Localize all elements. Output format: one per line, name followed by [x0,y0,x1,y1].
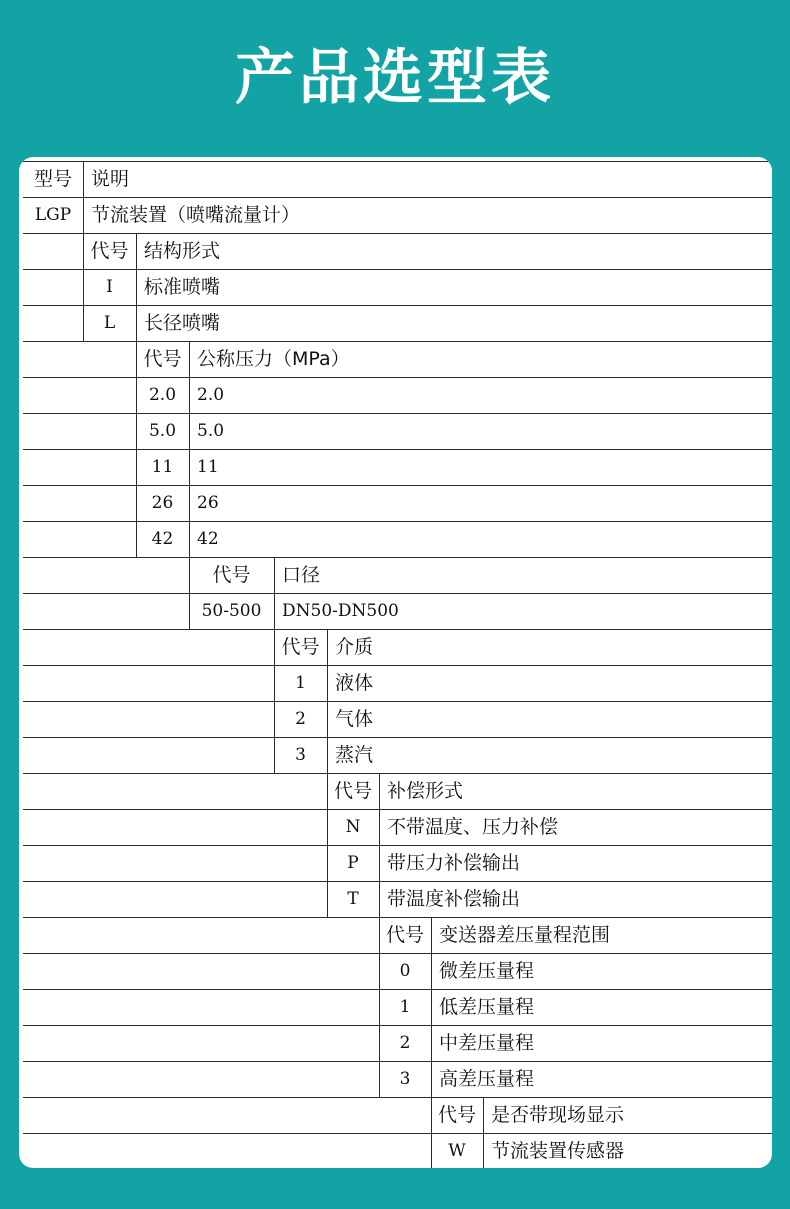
description-cell: 低差压量程 [439,996,535,1018]
code-cell: 型号 [33,168,72,190]
code-cell: 50-500 [201,601,262,621]
code-cell: 42 [151,529,174,549]
description-cell: 11 [197,457,219,477]
code-header: 代号 [212,564,251,586]
code-header: 代号 [437,1104,476,1126]
selection-table [19,157,772,1168]
code-cell: 26 [151,493,174,513]
section-header: 是否带现场显示 [491,1104,625,1126]
row-divider [23,1097,772,1098]
description-cell: 长径喷嘴 [144,312,221,334]
code-cell: 3 [295,745,306,765]
section-header: 公称压力（MPa） [197,348,350,370]
code-cell: 3 [399,1069,411,1089]
code-header: 代号 [90,240,129,262]
code-cell: 5.0 [148,421,177,441]
section-header: 口径 [282,564,321,586]
description-cell: 节流装置传感器 [491,1140,625,1162]
table-grid [19,157,772,1168]
code-cell: 2 [295,709,306,729]
description-cell: 说明 [91,168,130,190]
description-cell: 液体 [335,672,374,694]
code-cell: 2.0 [148,385,177,405]
code-cell: N [345,817,361,837]
row-divider [23,161,772,162]
row-divider [23,701,772,702]
code-header: 代号 [333,780,372,802]
row-divider [23,665,772,666]
description-cell: 5.0 [197,421,225,441]
code-cell: 1 [295,673,306,693]
section-header: 补偿形式 [387,780,464,802]
description-cell: 标准喷嘴 [144,276,221,298]
description-cell: 带温度补偿输出 [387,888,521,910]
code-cell: T [347,889,359,909]
code-cell: L [103,313,116,333]
description-cell: 中差压量程 [439,1032,535,1054]
section-header: 介质 [335,636,374,658]
code-cell: 11 [151,457,174,477]
description-cell: 42 [197,529,219,549]
description-cell: 高差压量程 [439,1068,535,1090]
code-header: 代号 [281,636,320,658]
code-cell: 1 [399,997,411,1017]
page-title: 产品选型表 [235,43,555,113]
code-cell: LGP [34,205,72,225]
code-header: 代号 [143,348,182,370]
description-cell: 节流装置（喷嘴流量计） [91,204,301,226]
code-cell: 2 [399,1033,411,1053]
row-divider [23,629,772,630]
section-header: 变送器差压量程范围 [439,924,611,946]
code-cell: P [347,853,359,873]
description-cell: 带压力补偿输出 [387,852,521,874]
code-cell: W [448,1141,466,1161]
code-header: 代号 [385,924,424,946]
code-cell: I [106,277,113,297]
description-cell: DN50-DN500 [282,601,399,621]
row-divider [23,1133,772,1134]
row-divider [23,557,772,558]
description-cell: 2.0 [197,385,225,405]
description-cell: 气体 [335,708,374,730]
description-cell: 微差压量程 [439,960,535,982]
description-cell: 26 [197,493,219,513]
description-cell: 蒸汽 [335,744,374,766]
code-cell: 0 [399,961,411,981]
row-divider [23,737,772,738]
section-header: 结构形式 [144,240,221,262]
description-cell: 不带温度、压力补偿 [387,816,559,838]
